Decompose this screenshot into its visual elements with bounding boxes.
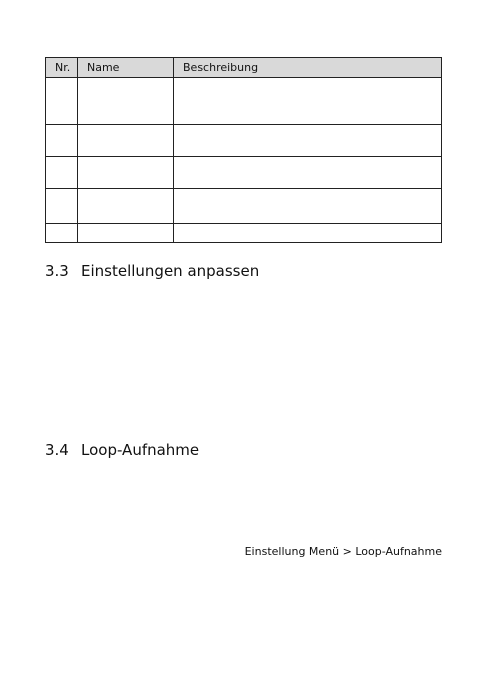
section-title: Loop-Aufnahme xyxy=(81,441,200,459)
cell-nr xyxy=(46,189,78,224)
cell-nr xyxy=(46,157,78,189)
cell-name xyxy=(78,78,174,125)
menu-path-text: Einstellung Menü > Loop-Aufnahme xyxy=(244,545,442,558)
cell-nr xyxy=(46,125,78,157)
cell-description xyxy=(174,157,442,189)
cell-name xyxy=(78,189,174,224)
cell-name xyxy=(78,157,174,189)
cell-description xyxy=(174,78,442,125)
table-row xyxy=(46,125,442,157)
cell-nr xyxy=(46,78,78,125)
cell-description xyxy=(174,224,442,243)
header-name: Name xyxy=(78,58,174,78)
section-heading-einstellungen xyxy=(45,262,259,280)
cell-name xyxy=(78,125,174,157)
table-row xyxy=(46,78,442,125)
controls-table xyxy=(45,57,442,243)
table-row xyxy=(46,157,442,189)
section-number: 3.4 xyxy=(45,441,69,459)
section-heading-loop-aufnahme xyxy=(45,441,199,459)
cell-name xyxy=(78,224,174,243)
header-beschreibung: Beschreibung xyxy=(174,58,442,78)
table-row xyxy=(46,224,442,243)
cell-nr xyxy=(46,224,78,243)
section-title: Einstellungen anpassen xyxy=(81,262,260,280)
cell-description xyxy=(174,189,442,224)
section-number: 3.3 xyxy=(45,262,69,280)
table-row xyxy=(46,189,442,224)
table-header-row xyxy=(46,58,442,78)
cell-description xyxy=(174,125,442,157)
header-nr: Nr. xyxy=(46,58,78,78)
